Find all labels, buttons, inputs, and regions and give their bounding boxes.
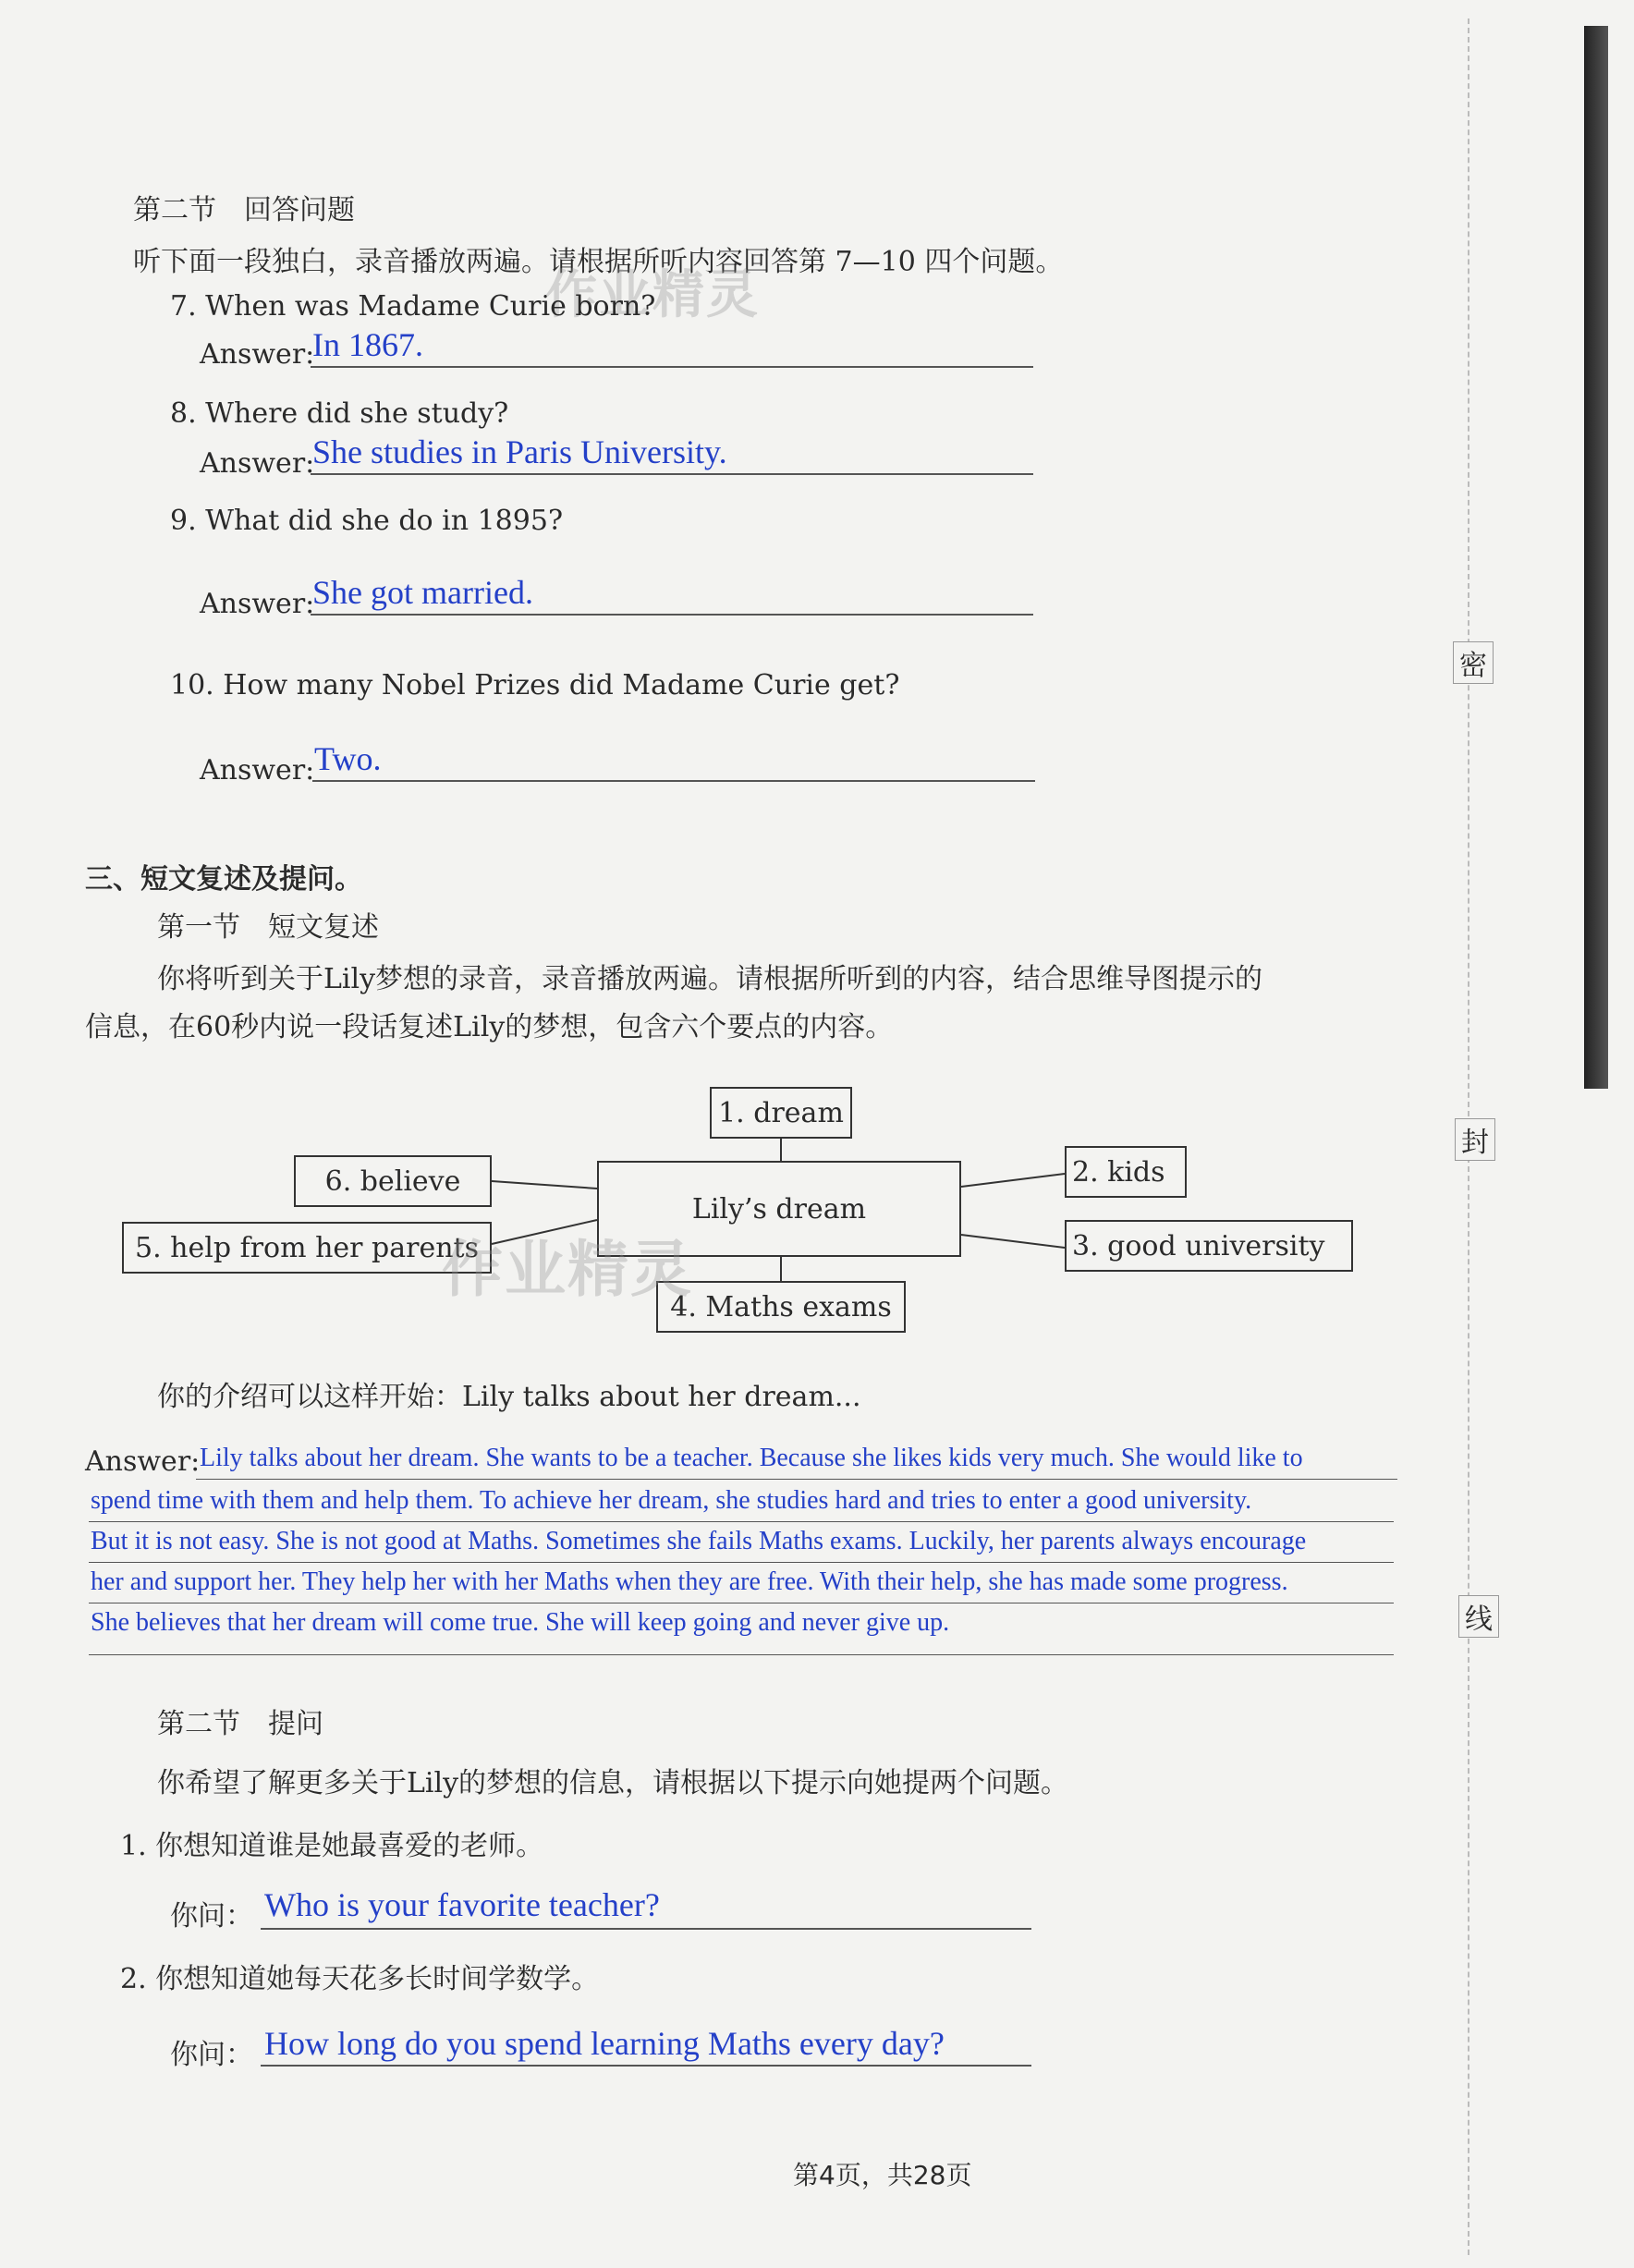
retell-answer-label: Answer: [85, 1445, 201, 1478]
ask-label-2: 你问： [170, 2039, 253, 2071]
watermark-top: 作业精灵 [545, 265, 760, 325]
part3-intro-1: 你将听到关于Lily梦想的录音，录音播放两遍。请根据所听到的内容，结合思维导图提示的 [157, 963, 1263, 995]
answer-10: Two. [314, 740, 382, 777]
question-9: 9. What did she do in 1895? [170, 505, 564, 537]
mindmap-kids: 2. kids [1065, 1146, 1187, 1198]
margin-mi: 密 [1453, 641, 1494, 684]
question-10: 10. How many Nobel Prizes did Madame Curie get? [170, 669, 900, 701]
answer-label-10: Answer: [200, 754, 315, 786]
retell-rule-1 [196, 1479, 1397, 1480]
retell-answer-line-2: spend time with them and help them. To achieve her dream, she studies hard and tries to enter a good university. [91, 1486, 1252, 1515]
answer-label-8: Answer: [200, 447, 315, 480]
ask-line-2 [261, 2065, 1031, 2067]
question-8: 8. Where did she study? [170, 397, 509, 430]
part3-sub2: 第二节 提问 [157, 1708, 323, 1740]
part3-sub1: 第一节 短文复述 [157, 911, 379, 944]
margin-feng: 封 [1455, 1118, 1495, 1161]
section2-heading: 第二节 回答问题 [133, 194, 355, 226]
ask-prompt-1: 1. 你想知道谁是她最喜爱的老师。 [120, 1830, 544, 1862]
section2-instruction: 听下面一段独白，录音播放两遍。请根据所听内容回答第 7—10 四个问题。 [133, 246, 1064, 278]
answer-8: She studies in Paris University. [312, 433, 727, 470]
retell-rule-2 [89, 1521, 1394, 1522]
connector-believe [492, 1181, 597, 1189]
page-footer: 第4页，共28页 [793, 2160, 972, 2190]
margin-xian: 线 [1458, 1595, 1499, 1638]
ask-prompt-2: 2. 你想知道她每天花多长时间学数学。 [120, 1963, 600, 1995]
answer-7: In 1867. [312, 326, 423, 363]
mindmap-dream: 1. dream [710, 1087, 852, 1139]
part3-intro-2: 信息，在60秒内说一段话复述Lily的梦想，包含六个要点的内容。 [85, 1011, 894, 1043]
ask-label-1: 你问： [170, 1900, 253, 1933]
mindmap-believe: 6. believe [294, 1155, 492, 1207]
start-hint: 你的介绍可以这样开始：Lily talks about her dream... [157, 1381, 861, 1413]
watermark-mid: 作业精灵 [442, 1234, 693, 1305]
ask-answer-2: How long do you spend learning Maths every day? [264, 2025, 945, 2062]
part3-sub2-instruction: 你希望了解更多关于Lily的梦想的信息，请根据以下提示向她提两个问题。 [157, 1767, 1069, 1799]
retell-rule-5 [89, 1654, 1394, 1655]
answer-9: She got married. [312, 574, 533, 611]
retell-answer-line-3: But it is not easy. She is not good at Maths. Sometimes she fails Maths exams. Luckily, her parents always encourage [91, 1527, 1307, 1555]
mindmap-university: 3. good university [1065, 1220, 1353, 1272]
part3-title: 三、短文复述及提问。 [85, 863, 362, 896]
mindmap-center: Lily’s dream [597, 1161, 961, 1257]
retell-answer-line-4: her and support her. They help her with her Maths when they are free. With their help, she has made some progress. [91, 1567, 1288, 1596]
mindmap-maths: 4. Maths exams [656, 1281, 906, 1333]
retell-answer-line-5: She believes that her dream will come true. She will keep going and never give up. [91, 1608, 950, 1637]
ask-answer-1: Who is your favorite teacher? [264, 1886, 660, 1923]
ask-line-1 [261, 1928, 1031, 1930]
retell-rule-3 [89, 1562, 1394, 1563]
connector-university [961, 1235, 1065, 1248]
answer-label-7: Answer: [200, 338, 315, 371]
question-7: 7. When was Madame Curie born? [170, 290, 656, 323]
answer-label-9: Answer: [200, 588, 315, 620]
connector-kids [961, 1174, 1065, 1187]
mindmap-parents: 5. help from her parents [122, 1222, 492, 1274]
retell-answer-line-1: Lily talks about her dream. She wants to be a teacher. Because she likes kids very much. She would like to [200, 1444, 1303, 1472]
